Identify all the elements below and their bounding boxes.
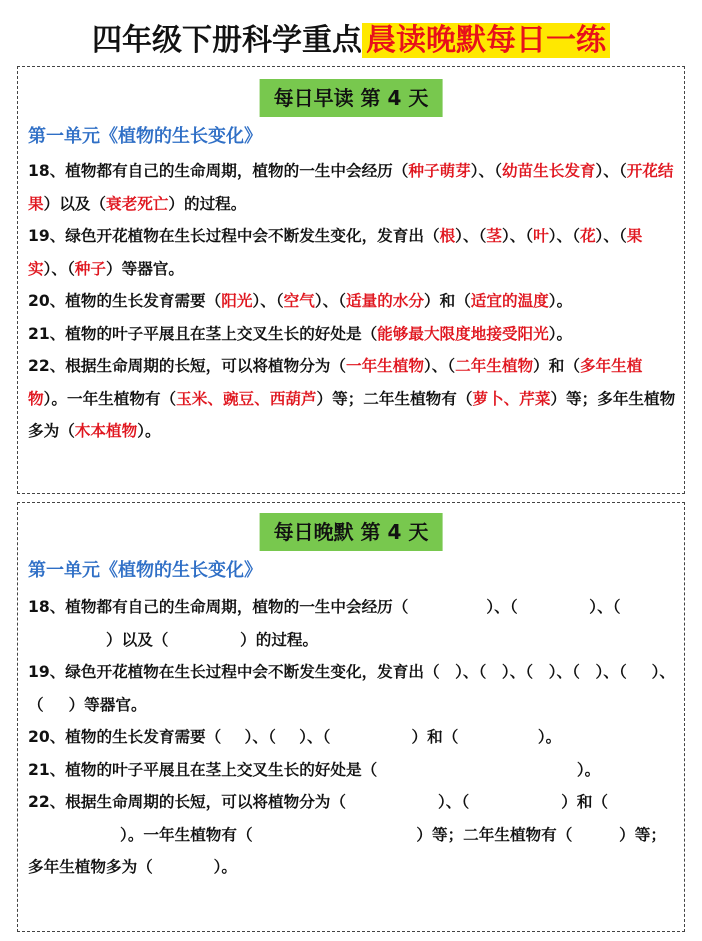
question-text: ）、（ xyxy=(455,227,487,245)
question-text: ）。一年生植物有（ xyxy=(120,825,253,844)
question-text: ）、（ xyxy=(244,728,276,746)
morning-question-18 xyxy=(28,155,678,220)
answer-text: 种子萌芽 xyxy=(408,162,471,180)
morning-question-19 xyxy=(28,220,678,285)
question-text: ）和（ xyxy=(424,292,471,310)
question-text: 19、绿色开花植物在生长过程中会不断发生变化，发育出（ xyxy=(28,663,440,681)
question-text: ）和（ xyxy=(533,357,580,375)
question-text: ）、（ xyxy=(486,598,518,616)
question-text: ）。 xyxy=(213,858,237,876)
answer-text: 萝卜、芹菜 xyxy=(472,389,551,408)
question-text: ）、（ xyxy=(501,227,534,245)
morning-unit-title: 第一单元《植物的生长变化》 xyxy=(28,126,262,147)
question-text: ）、（ xyxy=(43,259,75,278)
morning-reading-section xyxy=(17,66,685,494)
evening-question-list xyxy=(28,591,678,884)
evening-question-21 xyxy=(28,754,678,787)
evening-day-badge: 每日晚默 第 4 天 xyxy=(260,513,443,551)
question-text: 22、根据生命周期的长短，可以将植物分为（ xyxy=(28,357,346,375)
question-text: ）等；二年生植物有（ xyxy=(416,825,573,844)
question-text: ）、（ xyxy=(28,663,676,714)
question-text: ）。 xyxy=(537,728,562,746)
morning-question-21 xyxy=(28,318,678,351)
evening-question-20 xyxy=(28,721,678,754)
question-text: ）、（ xyxy=(548,663,580,681)
evening-unit-title: 第一单元《植物的生长变化》 xyxy=(28,560,262,581)
question-text: ）、（ xyxy=(470,162,502,180)
answer-text: 开花结果 xyxy=(28,162,674,213)
question-text: ）等；多年生植物多为（ xyxy=(28,389,676,440)
question-text: ）、（ xyxy=(423,357,456,375)
question-text: 18、植物都有自己的生命周期，植物的一生中会经历（ xyxy=(28,598,409,616)
answer-text: 二年生植物 xyxy=(455,357,534,375)
question-text: ）等；多年生植物多为（ xyxy=(28,825,666,876)
question-text: ）、（ xyxy=(548,227,580,245)
question-text: ）和（ xyxy=(561,793,609,811)
question-text: 20、植物的生长发育需要（ xyxy=(28,292,222,310)
question-text: ）、（ xyxy=(455,663,487,681)
answer-text: 根 xyxy=(439,227,456,245)
answer-text: 适宜的温度 xyxy=(470,292,549,310)
question-text: ）、（ xyxy=(299,728,331,746)
title-prefix: 四年级下册科学重点 xyxy=(92,23,362,58)
answer-text: 果实 xyxy=(28,227,643,278)
question-text: 18、植物都有自己的生命周期，植物的一生中会经历（ xyxy=(28,162,409,180)
answer-text: 多年生植物 xyxy=(28,357,643,408)
question-text: ）、（ xyxy=(595,162,627,180)
question-text: ）、（ xyxy=(252,292,284,310)
morning-question-22 xyxy=(28,350,678,448)
question-text: 22、根据生命周期的长短，可以将植物分为（ xyxy=(28,793,346,811)
morning-question-list xyxy=(28,155,678,448)
answer-text: 空气 xyxy=(283,292,315,310)
answer-text: 花 xyxy=(579,227,596,245)
evening-question-22 xyxy=(28,786,678,884)
evening-recall-section xyxy=(17,502,685,932)
answer-text: 玉米、豌豆、西葫芦 xyxy=(176,389,317,408)
question-text: ）。 xyxy=(548,324,573,343)
answer-text: 适量的水分 xyxy=(346,292,424,310)
question-text: ）以及（ xyxy=(106,630,169,649)
answer-text: 阳光 xyxy=(221,292,253,310)
question-text: ）的过程。 xyxy=(168,194,247,213)
answer-text: 茎 xyxy=(486,227,502,245)
question-text: ）。 xyxy=(548,292,573,310)
question-text: ）等器官。 xyxy=(106,259,184,278)
question-text: ）。一年生植物有（ xyxy=(43,389,177,408)
question-text: ）和（ xyxy=(411,728,459,746)
question-text: ）、（ xyxy=(595,227,627,245)
morning-question-20 xyxy=(28,285,678,318)
evening-question-18 xyxy=(28,591,678,656)
question-text: 21、植物的叶子平展且在茎上交叉生长的好处是（ xyxy=(28,324,378,343)
question-text: ）。 xyxy=(576,760,601,779)
question-text: ）、（ xyxy=(501,663,534,681)
question-text: ）、（ xyxy=(314,292,347,310)
evening-question-19 xyxy=(28,656,678,721)
morning-day-badge: 每日早读 第 4 天 xyxy=(260,79,443,117)
question-text: ）以及（ xyxy=(43,194,106,213)
question-text: ）、（ xyxy=(595,663,627,681)
answer-text: 幼苗生长发育 xyxy=(501,162,596,180)
title-highlight: 晨读晚默每日一练 xyxy=(362,23,610,58)
question-text: 20、植物的生长发育需要（ xyxy=(28,728,222,746)
answer-text: 叶 xyxy=(533,227,549,245)
question-text: ）、（ xyxy=(438,793,470,811)
answer-text: 木本植物 xyxy=(74,422,138,440)
question-text: 21、植物的叶子平展且在茎上交叉生长的好处是（ xyxy=(28,760,378,779)
question-text: ）等器官。 xyxy=(68,695,147,714)
question-text: ）等；二年生植物有（ xyxy=(316,389,473,408)
answer-text: 衰老死亡 xyxy=(106,194,169,213)
page-title xyxy=(0,18,702,64)
answer-text: 一年生植物 xyxy=(345,357,424,375)
question-text: ）。 xyxy=(137,422,161,440)
answer-text: 种子 xyxy=(74,259,106,278)
question-text: ）、（ xyxy=(589,598,621,616)
question-text: 19、绿色开花植物在生长过程中会不断发生变化，发育出（ xyxy=(28,227,440,245)
question-text: ）的过程。 xyxy=(240,630,319,649)
answer-text: 能够最大限度地接受阳光 xyxy=(377,324,549,343)
